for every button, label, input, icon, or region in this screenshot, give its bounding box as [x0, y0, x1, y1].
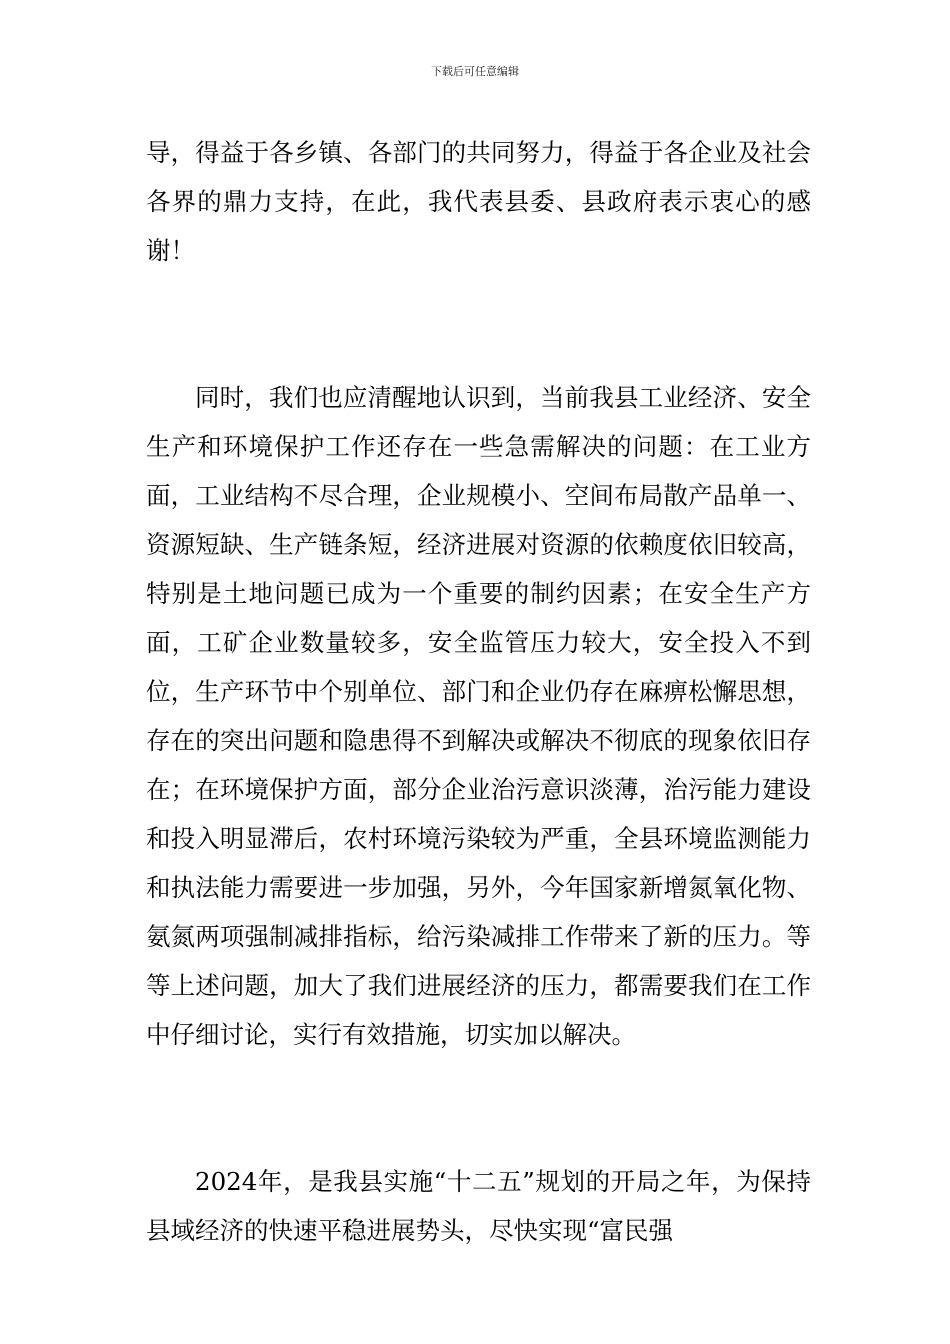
paragraph-continuation: 导，得益于各乡镇、各部门的共同努力，得益于各企业及社会各界的鼎力支持，在此，我代表县委、县政府表示衷心的感谢！: [146, 138, 811, 265]
page-header-note: 下载后可任意编辑: [431, 65, 519, 78]
paragraph-problems: 同时，我们也应清醒地认识到，当前我县工业经济、安全生产和环境保护工作还存在一些急需解决的问题：在工业方面，工业结构不尽合理，企业规模小、空间布局散产品单一、资源短缺、生产链条短，经济进展对资源的依赖度依旧较高，特别是土地问题已成为一个重要的制约因素；在安全生产方面，工矿企业数量较多，安全监管压力较大，安全投入不到位，生产环节中个别单位、部门和企业仍存在麻痹松懈思想，存在的突出问题和隐患得不到解决或解决不彻底的现象依旧存在；在环境保护方面，部分企业治污意识淡薄，治污能力建设和投入明显滞后，农村环境污染较为严重，全县环境监测能力和执法能力需要进一步加强，另外，今年国家新增氮氧化物、氨氮两项强制减排指标，给污染减排工作带来了新的压力。等等上述问题，加大了我们进展经济的压力，都需要我们在工作中仔细讨论，实行有效措施，切实加以解决。: [146, 383, 811, 1049]
document-body: [146, 128, 811, 1255]
paragraph-2024-plan: 2024年，是我县实施“十二五”规划的开局之年，为保持县域经济的快速平稳进展势头，尽快实现“富民强: [146, 1167, 811, 1245]
